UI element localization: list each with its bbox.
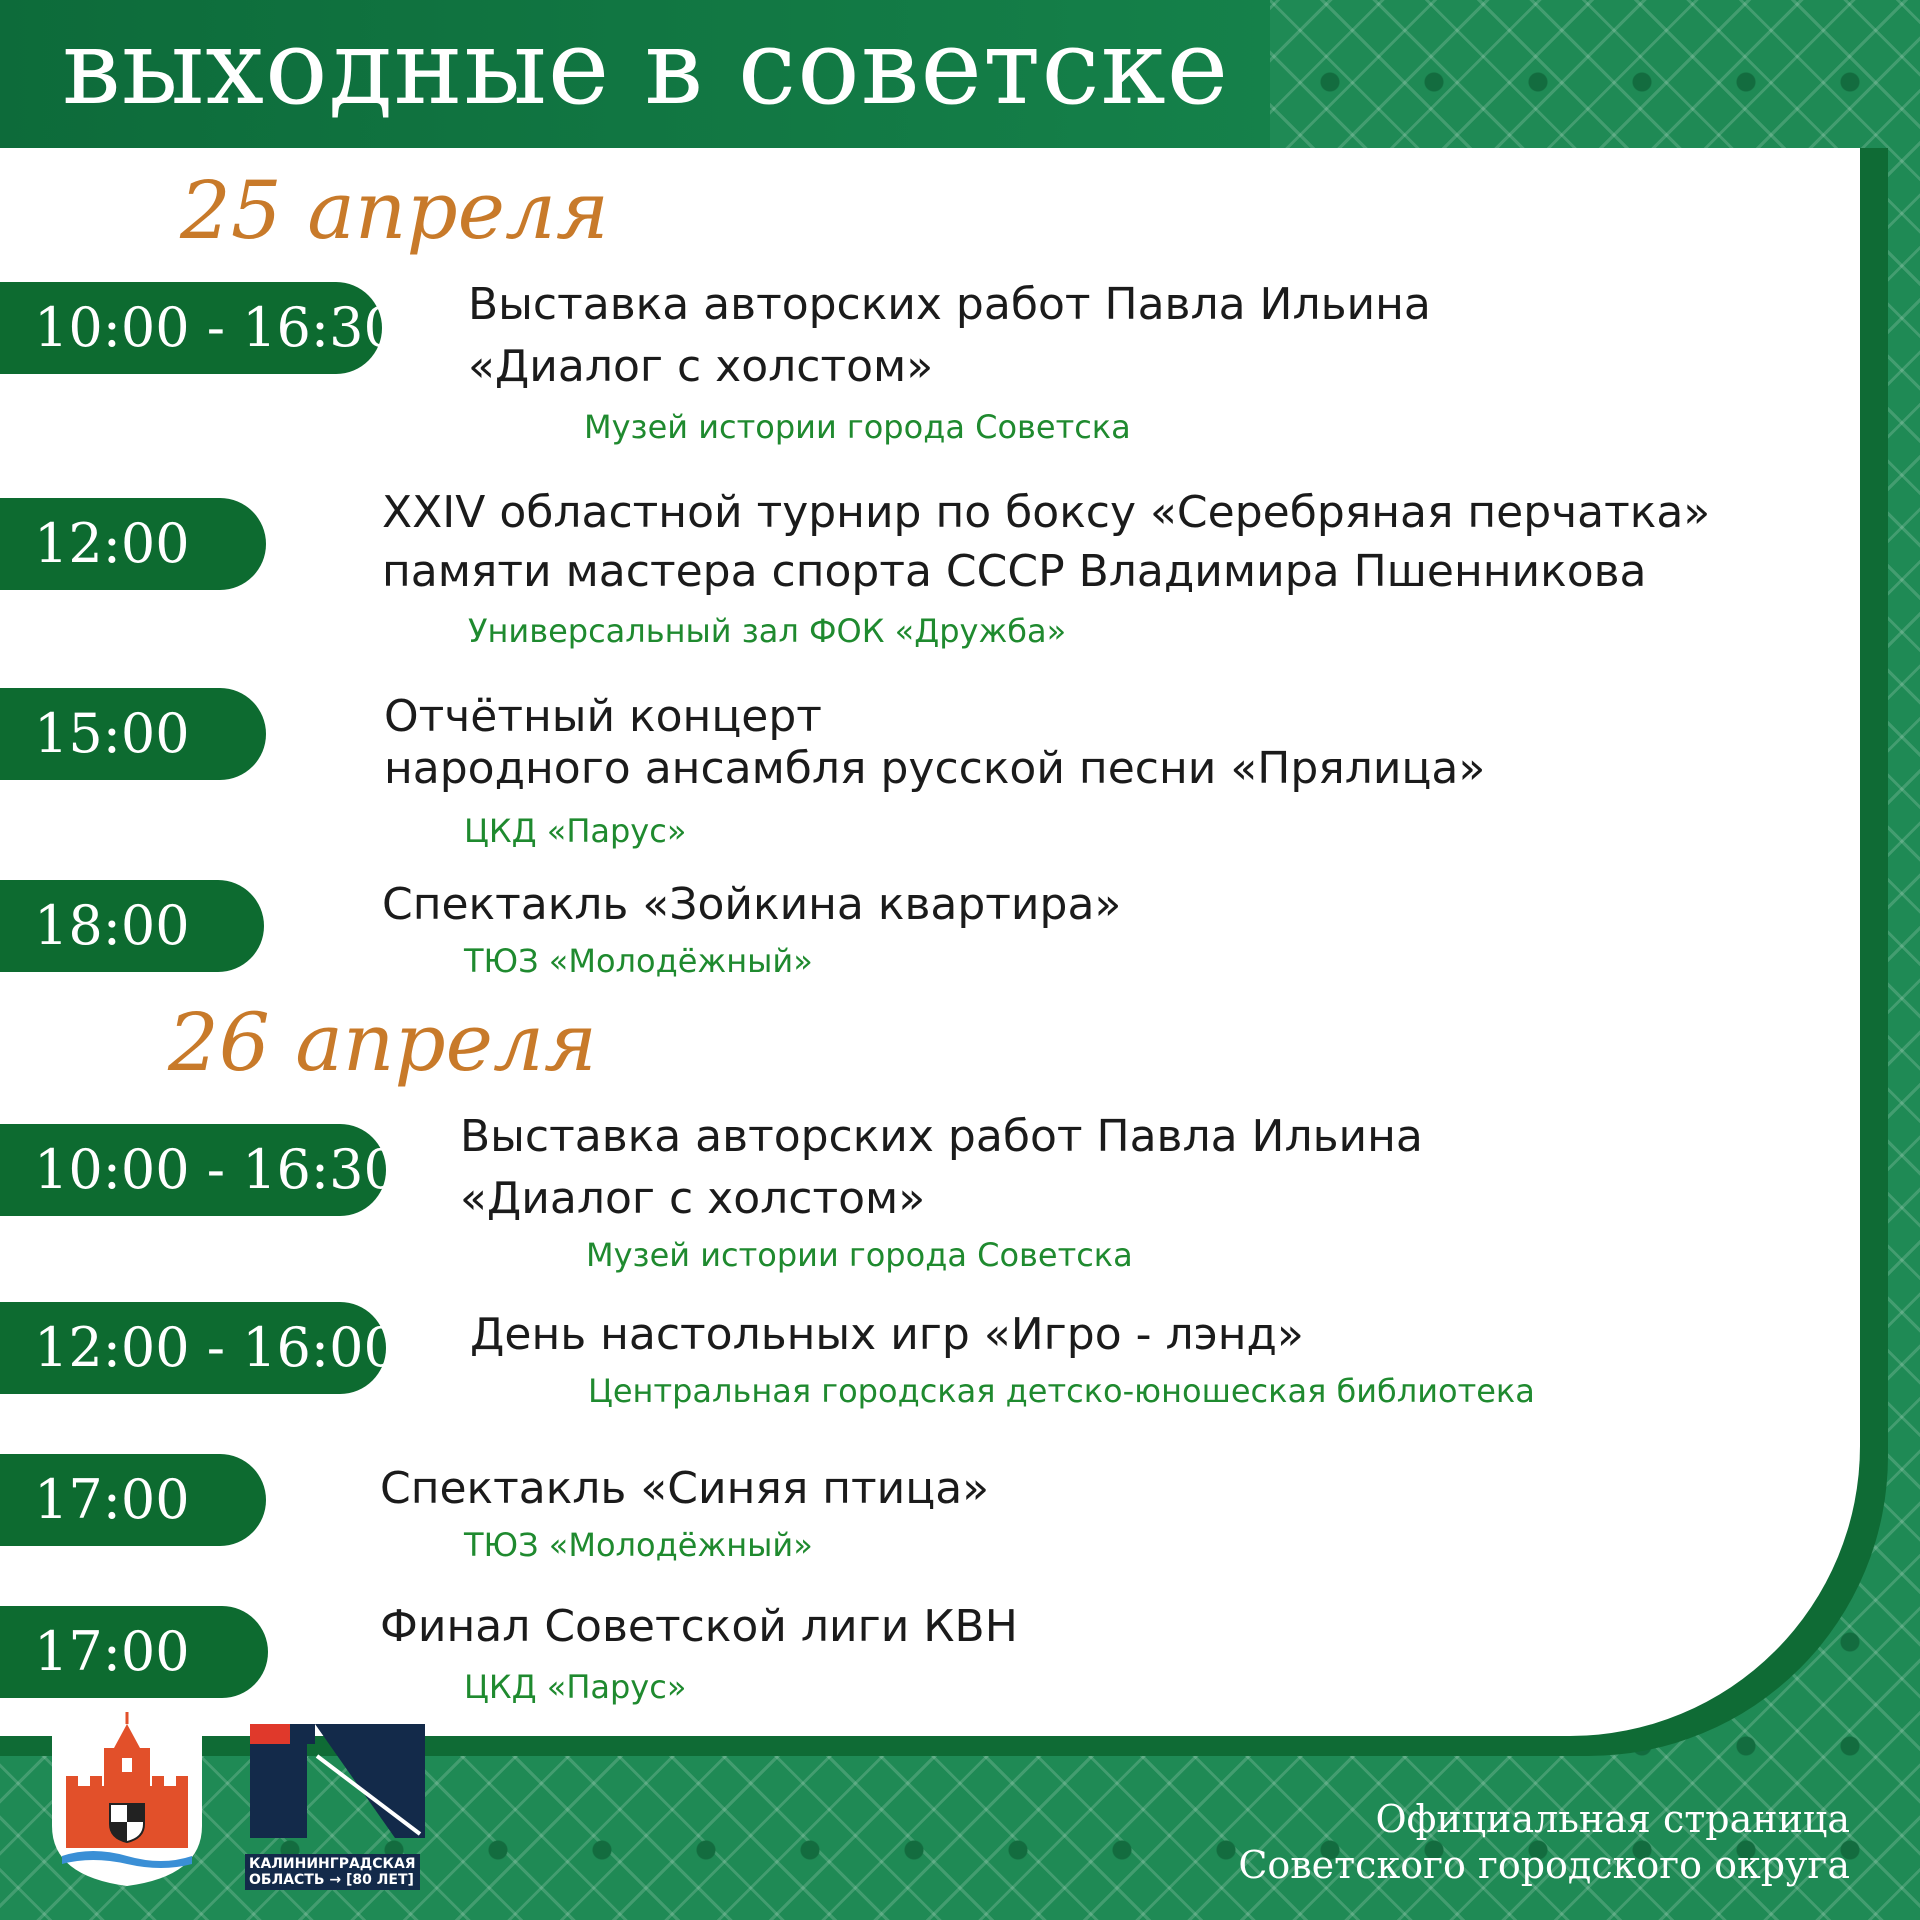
event-title-line: «Диалог с холстом» xyxy=(468,341,934,392)
region-80-years-logo xyxy=(245,1716,430,1888)
footer-official-page xyxy=(1238,1796,1850,1888)
region-logo-line1: КАЛИНИНГРАДСКАЯ xyxy=(249,1856,416,1872)
time-pill: 12:00 xyxy=(0,498,266,590)
time-pill: 17:00 xyxy=(0,1454,266,1546)
event-title-line: Выставка авторских работ Павла Ильина xyxy=(468,279,1431,330)
event-title-line: Спектакль «Синяя птица» xyxy=(380,1463,990,1514)
footer-line-1: Официальная страница xyxy=(1375,1797,1850,1841)
event-venue: Центральная городская детско-юношеская библиотека xyxy=(588,1372,1535,1410)
event-title-line: Финал Советской лиги КВН xyxy=(380,1601,1018,1652)
region-logo-line2: ОБЛАСТЬ → [80 ЛЕТ] xyxy=(249,1872,414,1888)
event-title-line: Выставка авторских работ Павла Ильина xyxy=(460,1111,1423,1162)
city-coat-of-arms-emblem xyxy=(52,1706,202,1886)
time-pill: 10:00 - 16:30 xyxy=(0,1124,386,1216)
time-pill: 18:00 xyxy=(0,880,264,972)
date-heading-day-2: 26 апреля xyxy=(168,996,597,1089)
event-venue: Музей истории города Советска xyxy=(586,1236,1133,1274)
event-title-line: народного ансамбля русской песни «Прялица» xyxy=(384,743,1486,794)
time-pill: 10:00 - 16:30 xyxy=(0,282,382,374)
event-venue: ТЮЗ «Молодёжный» xyxy=(464,942,813,980)
event-venue: Музей истории города Советска xyxy=(584,408,1131,446)
date-heading-day-1: 25 апреля xyxy=(180,164,609,257)
time-pill: 17:00 xyxy=(0,1606,268,1698)
event-venue: Универсальный зал ФОК «Дружба» xyxy=(468,612,1067,650)
time-pill: 15:00 xyxy=(0,688,266,780)
page-title: выходные в советске xyxy=(62,6,1230,128)
event-venue: ЦКД «Парус» xyxy=(464,812,687,850)
event-title-line: XXIV областной турнир по боксу «Серебряная перчатка» xyxy=(382,487,1711,538)
event-title-line: Спектакль «Зойкина квартира» xyxy=(382,879,1122,930)
footer-line-2: Советского городского округа xyxy=(1238,1843,1850,1887)
event-title-line: памяти мастера спорта СССР Владимира Пшенникова xyxy=(382,546,1647,597)
event-title-line: Отчётный концерт xyxy=(384,691,822,742)
time-pill: 12:00 - 16:00 xyxy=(0,1302,386,1394)
event-venue: ЦКД «Парус» xyxy=(464,1668,687,1706)
event-title-line: «Диалог с холстом» xyxy=(460,1173,926,1224)
event-title-line: День настольных игр «Игро - лэнд» xyxy=(470,1309,1304,1360)
event-venue: ТЮЗ «Молодёжный» xyxy=(464,1526,813,1564)
